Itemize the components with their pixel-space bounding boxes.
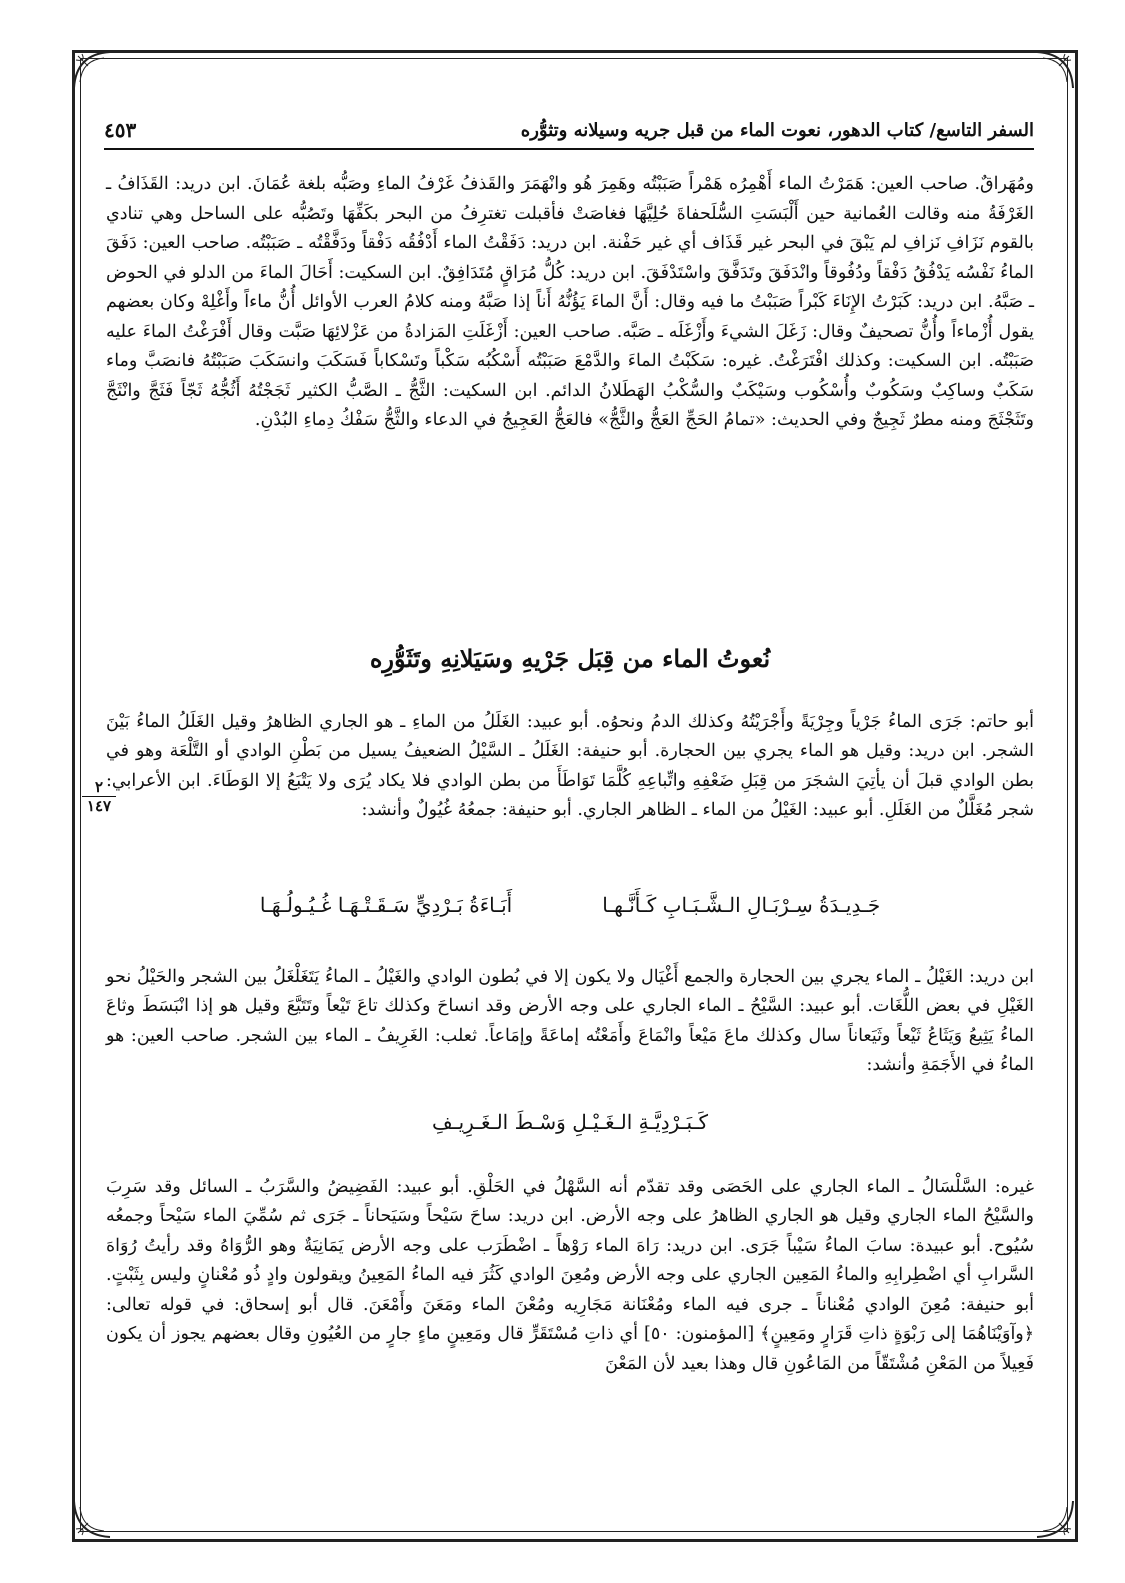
corner-ornament-icon	[1035, 1499, 1075, 1539]
page-number: ٤٥٣	[104, 118, 137, 142]
verse-hemistich-first: جَـدِيـدَةُ سِـرْبَـالِ الـشَّـبَـابِ كَـأَنَّـهـا	[602, 893, 881, 917]
poetry-verse-2: كَـبَـرْدِيَّـةِ الـغَـيْـلِ وَسْـطَ الـغَـرِيـفِ	[432, 1110, 708, 1134]
corner-ornament-icon	[72, 50, 112, 90]
margin-page-reference	[82, 778, 116, 815]
margin-ref-top: ٢	[82, 778, 116, 797]
corner-ornament-icon	[72, 1499, 112, 1539]
paragraph-text: ابن دريد: الغَيْلُ ـ الماء يجري بين الحجارة والجمع أَغْيَال ولا يكون إلا في بُطون الوادي والغَيْلُ ـ الماءُ يَتَغَلْغَلُ بين الشجر والحَيْلُ نحو الغَيْلِ في بعض اللُّغَات. أبو عبيد: السَّيْحُ ـ الماء الجاري على وجه الأرض وقد انساحَ وكذلك تاعَ تَيْعاً وتَتَيَّعَ وقيل هو إذا انْبَسَطَ وثاعَ الماءُ يَثِيعُ وَيَثَاعُ ثَيْعاً وثَيَعاناً سال وكذلك ماعَ مَيْعاً وانْمَاعَ وأَمَعْتُه إماعَةً وإمَاعاً. ثعلب: الغَرِيفُ ـ الماء بين الشجر. صاحب العين: هو الماءُ في الأَجَمَةِ وأنشد:	[106, 966, 1034, 1075]
paragraph-text: ومُهَراقٌ. صاحب العين: هَمَرْتُ الماء أَهْمِرُه هَمْراً صَبَبْتُه وهَمِرَ هُو وانْهَمَرَ والقَذفُ غَرْفُ الماءِ وصَبُّه بلغة عُمَانَ. ابن دريد: القَذَافُ ـ الغَرْفَةُ منه وقالت العُمانية حين أَلْبَسَتِ السُّلَحفاةَ حُلِيَّهَا فغاصَتْ فأقبلت تغترِفُ من البحر بكَفِّهَا وتَصُبُّه على الساحل وهي تنادي بالقوم نَزَافِ نَزافِ لم يَبْقَ في البحر غير قَذَاف أي غير حَفْنة. ابن دريد: دَفَقْتُ الماء أَدْفُقُه دَفْقاً ودَفَّقْتُه ـ صَبَبْتُه. صاحب العين: دَفَقَ الماءُ نَفْسُه يَدْفُقُ دَفْقاً ودُفُوقاً وانْدَفَقَ وتَدَفَّقَ واسْتَدْفَقَ. ابن دريد: كُلُّ مُرَاقٍ مُتَدَافِقٌ. ابن السكيت: أَحَالَ الماءَ من الدلو في الحوض ـ صَبَّهُ. ابن دريد: كَبَرْتُ الإِنَاءَ كَبْراً صَبَبْتُ ما فيه وقال: أَنَّ الماءَ يَؤُنُّهُ أَناً إذا صَبَّهُ ومنه كلامُ العرب الأوائل أُنُّ ماءاً وأَغْلِهْ وكان بعضهم يقول أُزْماءاً وأُنُّ تصحيفٌ وقال: زَغَلَ الشيءَ وأَزْغَلَه ـ صَبَّه. صاحب العين: أَزْغَلَتِ المَزادةُ من عَزْلائِهَا صَبَّت وقال أَفْرَغْتُ الماءَ عليه صَبَبْتُه. ابن السكيت: وكذلك افْتَرَغْتُ. غيره: سَكَبْتُ الماءَ والدَّمْعَ صَبَبْتُه أَسْكُبُه سَكْباً وتَسْكاباً فَسَكَبَ وانسَكَبَ صَبَبْتُهُ فانصَبَّ وماء سَكَبٌ وساكِبٌ وسَكُوبٌ وأُسْكُوب وسَيْكَبٌ والسُّكْبُ الهَطَلانُ الدائم. ابن السكيت: الثَّجُّ ـ الصَّبُّ الكثير ثَجَجْتُهُ أَثُجُّهُ ثَجّاً فَثَجَّ وانْثَجَّ وتَثَجْثَجَ ومنه مطرٌ ثَجِيجٌ وفي الحديث: «تمامُ الحَجِّ العَجُّ والثَّجُّ» فالعَجُّ العَجِيجُ في الدعاء والثَّجُّ سَفْكُ دِماءِ البُدْنِ.	[106, 174, 1034, 430]
body-paragraph-4	[106, 1155, 1034, 1397]
body-paragraph-3	[106, 945, 1034, 1098]
corner-ornament-icon	[1035, 50, 1075, 90]
section-heading: نُعوتُ الماء من قِبَل جَرْيهِ وسَيَلانِهِ وتَثَوُّرِه	[369, 644, 771, 673]
running-header	[104, 112, 1034, 150]
body-paragraph-1	[106, 170, 1034, 436]
margin-ref-bottom: ١٤٧	[86, 797, 112, 815]
running-title: السفر التاسع/ كتاب الدهور، نعوت الماء من قبل جريه وسيلانه وتثوُّره	[520, 119, 1034, 141]
paragraph-text: غيره: السَّلْسَالُ ـ الماء الجاري على الحَصَى وقد تقدّم أنه السَّهْلُ في الحَلْقِ. أبو عبيد: الفَضِيضُ والسَّرَبُ ـ السائل وقد سَرِبَ والسَّيْحُ الماء الجاري وقيل هو الجاري الظاهرُ على وجه الأرض. ابن دريد: ساحَ سَيْحاً وسَيَحاناً ـ جَرَى ثم سُمِّيَ الماء سَيْحاً وجمعُه سُيُوح. أبو عبيدة: سابَ الماءُ سَيْباً جَرَى. ابن دريد: رَاهَ الماء رَوْهاً ـ اضْطَرَب على وجه الأرض يَمَانِيَةٌ وهو الرُّوَاهُ وقد رأيتُ رُوَاهَ السَّرابِ أي اضْطِرابِهِ والماءُ المَعِين الجاري على وجه الأرض ومُعِنَ الوادي كَثُرَ فيه الماءُ المَعِينُ ويقولون وادٍ ذُو مُعْنانٍ وليس بِثَبْتٍ. أبو حنيفة: مُعِنَ الوادي مُعْناناً ـ جرى فيه الماء ومُعْنَانة مَجَارِيه ومُعْنَ الماء ومَعَنَ وأَمْعَنَ. قال أبو إسحاق: في قوله تعالى: ﴿وآوَيْنَاهُمَا إلى رَبْوَةٍ ذاتِ قَرَارٍ ومَعِينٍ﴾ [المؤمنون: ٥٠] أي ذاتِ مُسْتَقَرٍّ قال ومَعِينٍ ماءٍ جارٍ من العُيُونِ وقال بعضهم يجوز أن يكون فَعِيلاً من المَعْنِ مُشْتَقّاً من المَاعُونِ قال وهذا بعيد لأن المَعْنَ	[106, 1176, 1035, 1374]
paragraph-text: أبو حاتم: جَرَى الماءُ جَرْياً وجِرْيَةً وأَجْرَيْتُهُ وكذلك الدمُ ونحوُه. أبو عبيد: الغَلَلُ من الماءِ ـ هو الجاري الظاهرُ وقيل الغَلَلُ الماءُ بَيْنَ الشجر. ابن دريد: وقيل هو الماء يجري بين الحجارة. أبو حنيفة: الغَلَلُ ـ السَّيْلُ الضعيفُ يسيل من بَطْنِ الوادي أو التَّلْعَة وهو في بطن الوادي قبلَ أن يأتِيَ الشجَرَ من قِبَلِ ضَعْفِهِ واتِّباعِهِ كُلَّمَا تَوَاطَأَ من بطن الوادي فلا يكاد يُرَى ولا يَتْبَعُ إلا الوَطَاءَ. ابن الأعرابي: شجر مُغَلَّلٌ من الغَلَلِ. أبو عبيد: الغَيْلُ من الماء ـ الظاهر الجاري. أبو حنيفة: جمعُهُ غُيُولٌ وأنشد:	[106, 711, 1034, 820]
poetry-verse-1	[106, 893, 1034, 917]
body-paragraph-2	[106, 690, 1034, 843]
verse-hemistich-second: أَبَـاءَةُ بَـرْدِيٍّ سَـقَـتْـهَـا غُـيُـولُـهَـا	[259, 893, 513, 917]
